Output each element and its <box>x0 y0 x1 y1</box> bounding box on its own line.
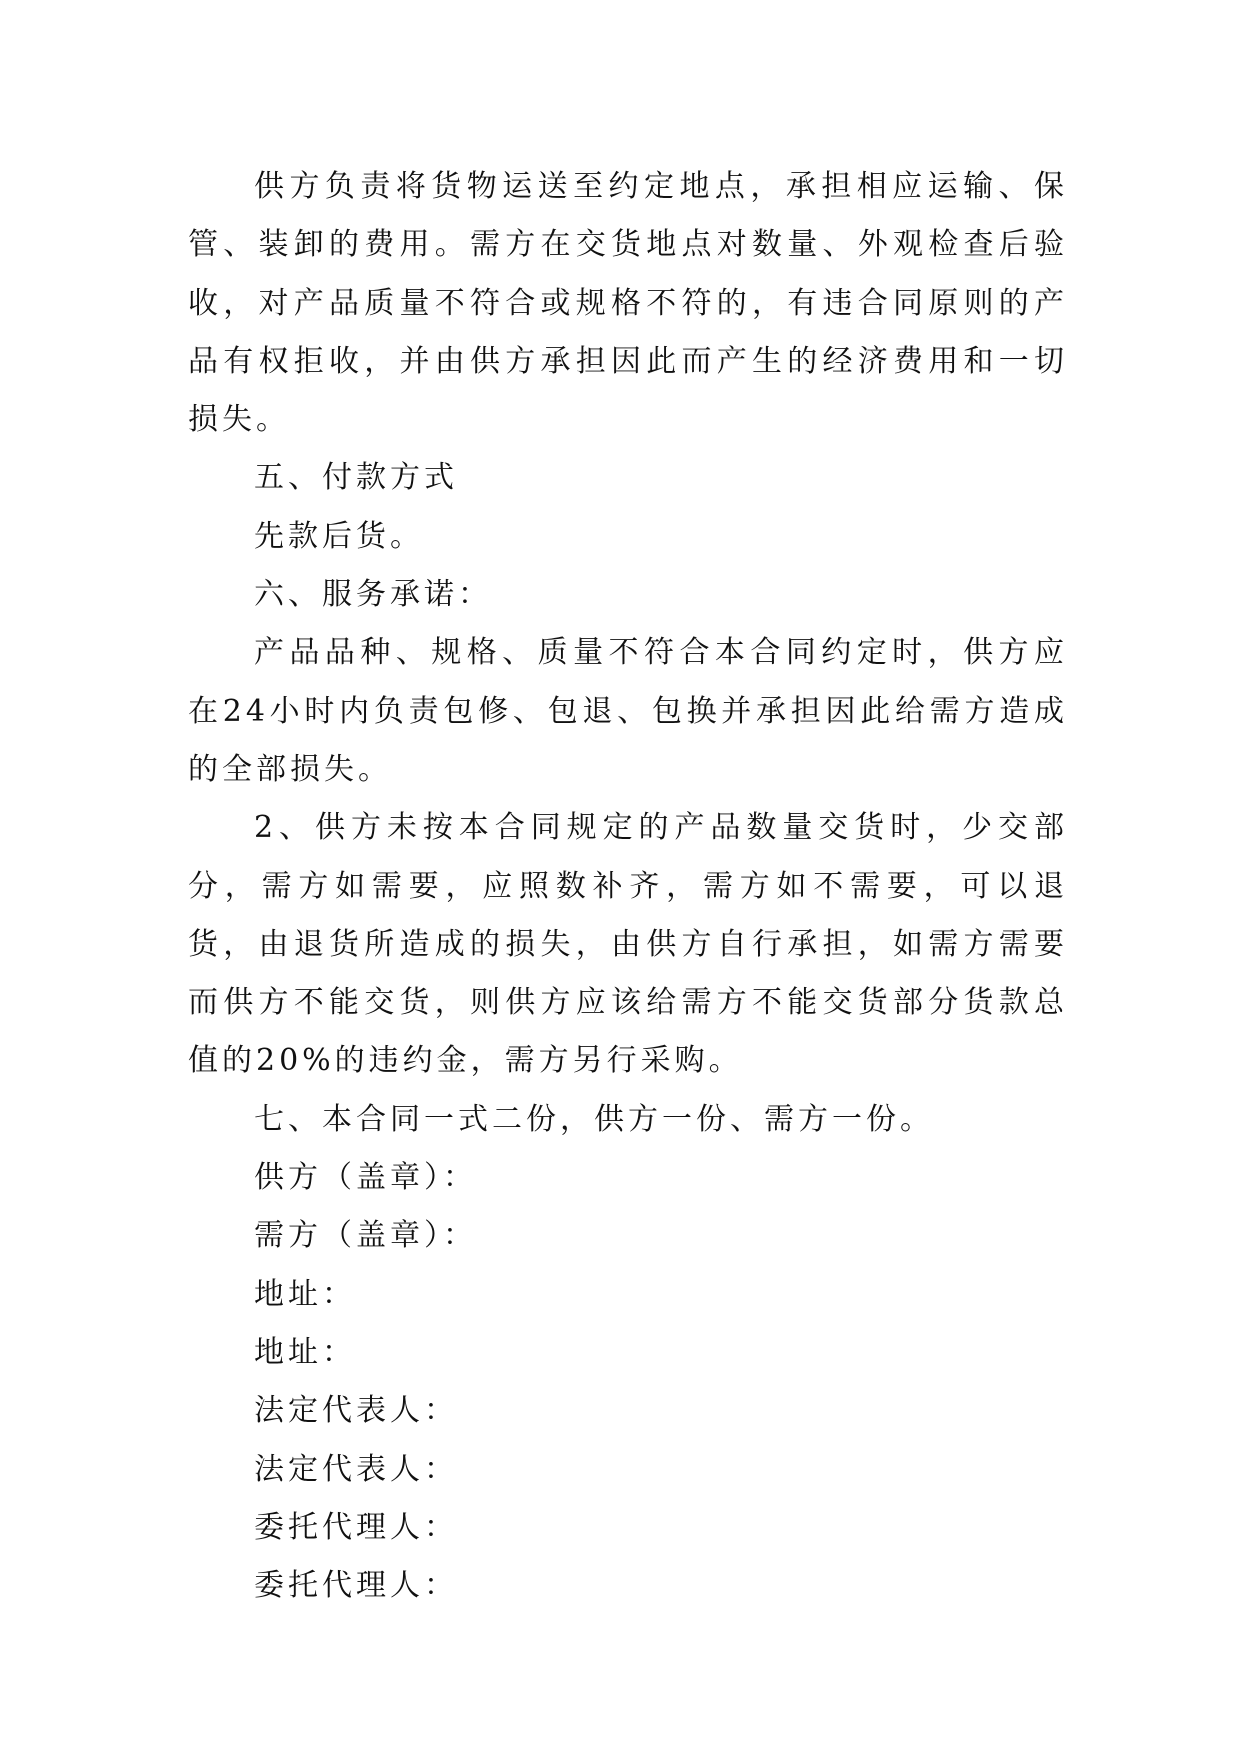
signature-field-supplier-seal: 供方（盖章）： <box>254 1160 477 1196</box>
heading-payment-method: 五、付款方式 <box>254 460 458 496</box>
paragraph-payment-terms: 先款后货。 <box>254 518 424 554</box>
signature-field-address: 地址： <box>254 1334 356 1370</box>
paragraph-delivery-terms: 供方负责将货物运送至约定地点，承担相应运输、保管、装卸的费用。需方在交货地点对数量、外观检查后验收，对产品质量不符合或规格不符的，有违合同原则的产品有权拒收，并由供方承担因此而产生的经济费用和一切损失。 <box>188 169 1068 438</box>
signature-field-legal-representative: 法定代表人： <box>254 1451 458 1487</box>
signature-field-buyer-seal: 需方（盖章）： <box>254 1218 477 1254</box>
paragraph-service-clause-2: 2、供方未按本合同规定的产品数量交货时，少交部分，需方如需要，应照数补齐，需方如不需要，可以退货，由退货所造成的损失，由供方自行承担，如需方需要而供方不能交货，则供方应该给需方不能交货部分货款总值的20%的违约金，需方另行采购。 <box>188 810 1068 1079</box>
document-body <box>188 158 1068 1615</box>
paragraph-copies-clause: 七、本合同一式二份，供方一份、需方一份。 <box>254 1101 934 1137</box>
signature-block <box>188 1149 1068 1615</box>
paragraph-service-clause-1: 产品品种、规格、质量不符合本合同约定时，供方应在24小时内负责包修、包退、包换并承担因此给需方造成的全部损失。 <box>188 635 1068 787</box>
signature-field-legal-representative: 法定代表人： <box>254 1393 458 1429</box>
signature-field-address: 地址： <box>254 1276 356 1312</box>
signature-field-authorized-agent: 委托代理人： <box>254 1568 458 1604</box>
signature-field-authorized-agent: 委托代理人： <box>254 1509 458 1545</box>
heading-service-commitment: 六、服务承诺： <box>254 577 492 613</box>
